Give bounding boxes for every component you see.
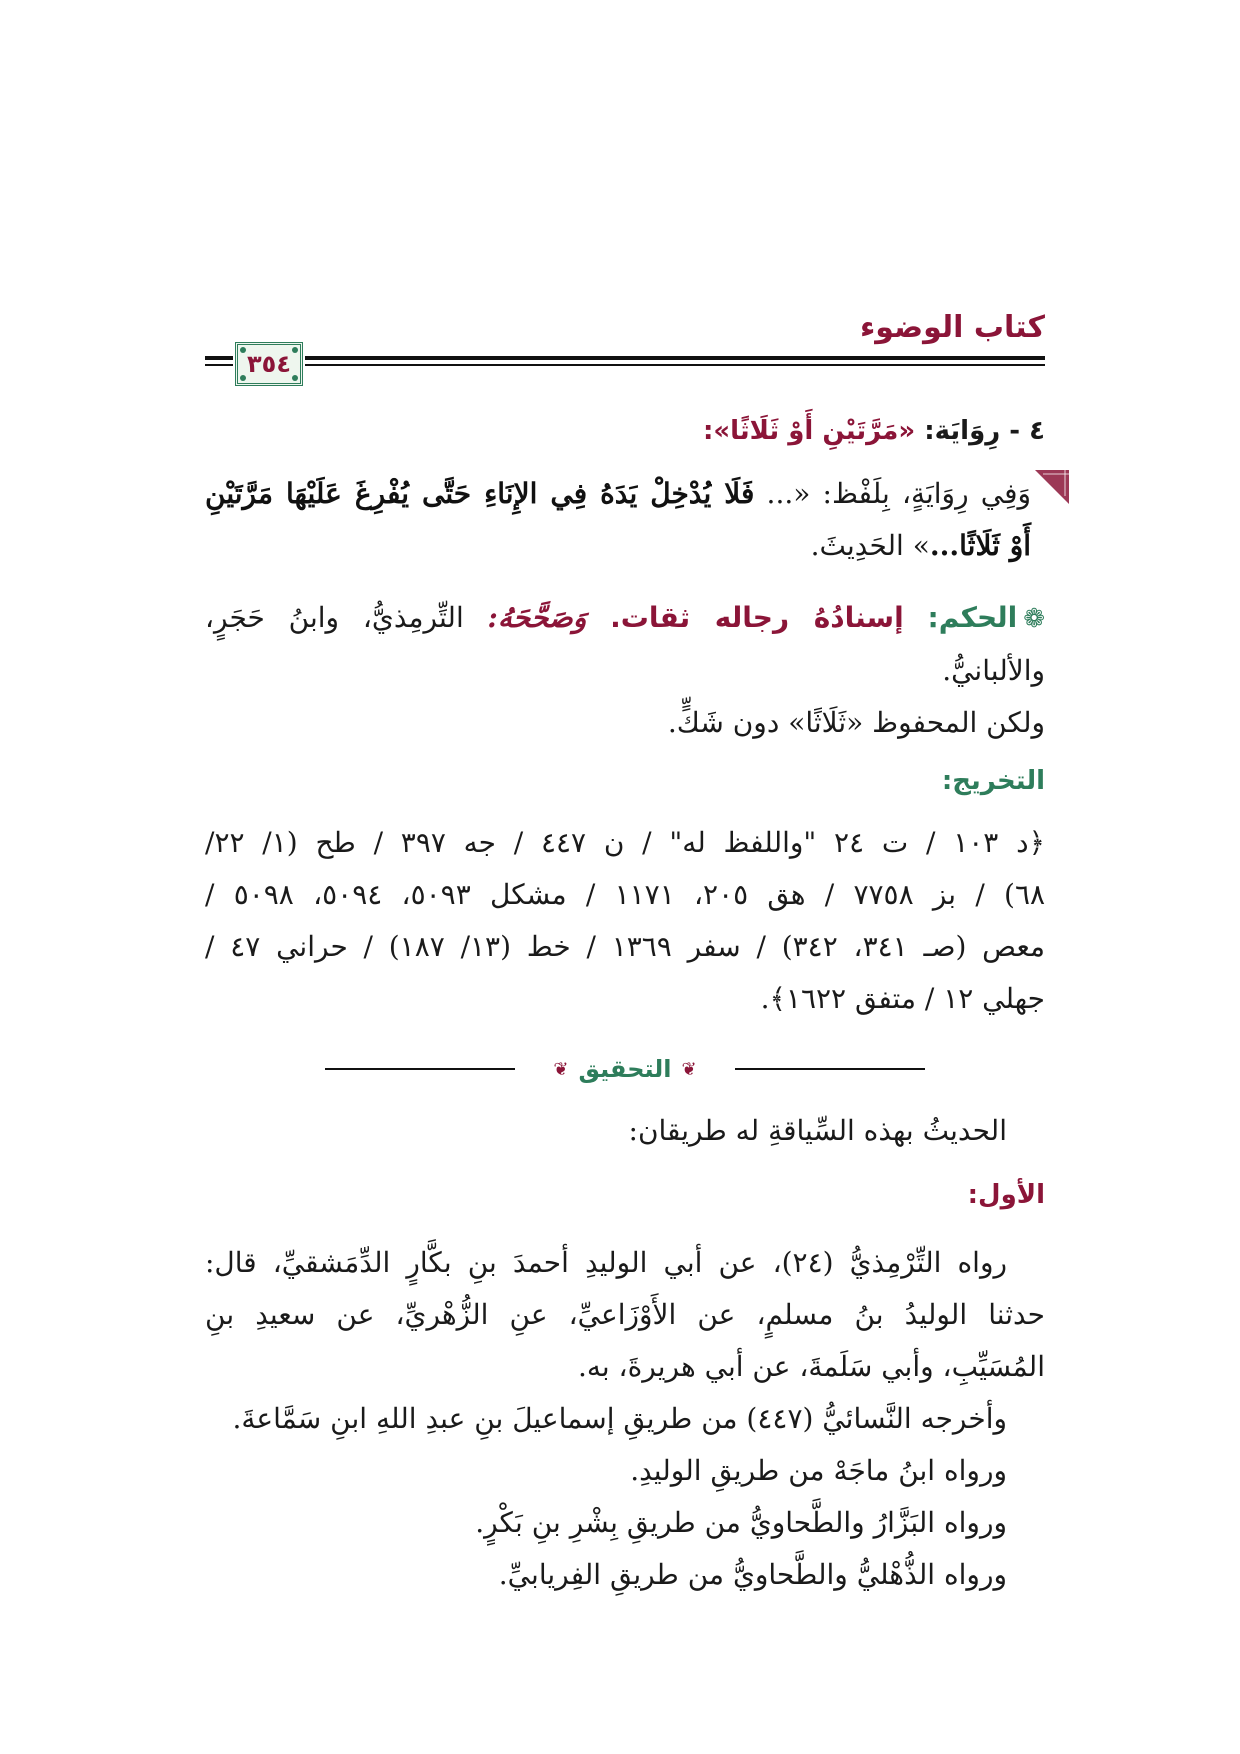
hukm-authorities: التِّرمِذيُّ، وابنُ حَجَرٍ، والألبانيُّ.: [205, 601, 1045, 687]
book-title: كتاب الوضوء: [859, 310, 1045, 345]
riwaya-line-2: [205, 520, 1031, 572]
first-path-heading: الأول:: [967, 1180, 1045, 1210]
takhrij-line: جهلي ١٢ / متفق ١٦٢٢﴾.: [760, 982, 1045, 1015]
takhrij-block: [205, 817, 1045, 1025]
ornament-icon: ❦: [681, 1058, 697, 1080]
hukm-line-1: [205, 592, 1045, 697]
header-rule-thin: [305, 364, 1045, 366]
hukm-label: الحكم:: [927, 601, 1018, 634]
riwaya-text-bold: فَلَا يُدْخِلْ يَدَهُ فِي الإِنَاءِ حَتَّى يُفْرِغَ عَلَيْهَا مَرَّتَيْنِ: [205, 477, 755, 510]
paragraph-line: المُسَيِّبِ، وأبي سَلَمةَ، عن أبي هريرةَ، به.: [577, 1350, 1045, 1383]
riwaya-line-1: [205, 468, 1031, 520]
page-number-frame: [235, 342, 303, 386]
rosette-icon: ❁: [1023, 604, 1046, 634]
paragraph-line: ورواه البَزَّارُ والطَّحاويُّ من طريقِ بِشْرِ بنِ بَكْرٍ.: [475, 1506, 1007, 1539]
item-number: ٤ -: [1009, 416, 1045, 446]
page-number: ٣٥٤: [247, 350, 291, 378]
header-rule-left-thin: [205, 364, 233, 366]
item-heading: [205, 404, 1045, 458]
paragraph-line: ورواه الذُّهْليُّ والطَّحاويُّ من طريقِ الفِريابيِّ.: [498, 1558, 1007, 1591]
riwaya-block: [205, 468, 1045, 572]
takhrij-line: ﴿د ١٠٣ / ت ٢٤ "واللفظ له" / ن ٤٤٧ / جه ٣٩٧ / طح (١/ ٢٢/: [205, 826, 1045, 859]
item-quote: «مَرَّتَيْنِ أَوْ ثَلَاثًا»:: [702, 416, 916, 446]
page-content: [205, 398, 1045, 1601]
paragraph-line: حدثنا الوليدُ بنُ مسلمٍ، عن الأَوْزَاعيِّ، عنِ الزُّهْريِّ، عن سعيدِ بنِ: [205, 1298, 1045, 1331]
riwaya-intro: وَفِي رِوَايَةٍ، بِلَفْظ: «...: [766, 477, 1032, 510]
header-rule-left: [205, 356, 233, 360]
paragraph-line: ورواه ابنُ ماجَهْ من طريقِ الوليدِ.: [630, 1454, 1007, 1487]
divider-line: [325, 1068, 515, 1070]
tahqiq-divider: [205, 1043, 1045, 1095]
tahqiq-intro: الحديثُ بهذه السِّياقةِ له طريقان:: [628, 1114, 1007, 1147]
divider-center: [547, 1055, 702, 1083]
tahqiq-title: التحقيق: [574, 1055, 675, 1083]
hukm-section: [205, 592, 1045, 749]
paragraph-line: رواه التِّرْمِذيُّ (٢٤)، عن أبي الوليدِ أحمدَ بنِ بكَّارٍ الدِّمَشقيِّ، قال:: [205, 1246, 1007, 1279]
ornament-icon: ❦: [553, 1058, 569, 1080]
corner-ornament-icon: [1035, 470, 1069, 504]
divider-line: [735, 1068, 925, 1070]
riwaya-text-bold-2: أَوْ ثَلَاثًا...: [929, 529, 1031, 562]
hukm-sahh: وَصَحَّحَهُ:: [487, 601, 587, 634]
hukm-isnad: إسنادُهُ رجاله ثقات.: [610, 601, 904, 634]
hukm-line-2: ولكن المحفوظ «ثَلَاثًا» دون شَكٍّ.: [667, 706, 1045, 739]
riwaya-tail: » الحَدِيثَ.: [810, 529, 930, 562]
paragraph: [205, 1237, 1045, 1393]
takhrij-line: ٦٨) / بز ٧٧٥٨ / هق ٢٠٥، ١١٧١ / مشكل ٥٠٩٣، ٥٠٩٤، ٥٠٩٨ /: [205, 878, 1046, 911]
item-label: رِوَايَة:: [924, 416, 1001, 446]
paragraph-line: وأخرجه النَّسائيُّ (٤٤٧) من طريقِ إسماعيلَ بنِ عبدِ اللهِ ابنِ سَمَّاعةَ.: [232, 1402, 1007, 1435]
takhrij-heading: التخريج:: [941, 766, 1045, 796]
takhrij-line: معص (صـ ٣٤١، ٣٤٢) / سفر ١٣٦٩ / خط (١٣/ ١٨٧) / حراني ٤٧ /: [205, 930, 1045, 963]
page-header: [205, 300, 1045, 395]
header-rule: [305, 356, 1045, 360]
